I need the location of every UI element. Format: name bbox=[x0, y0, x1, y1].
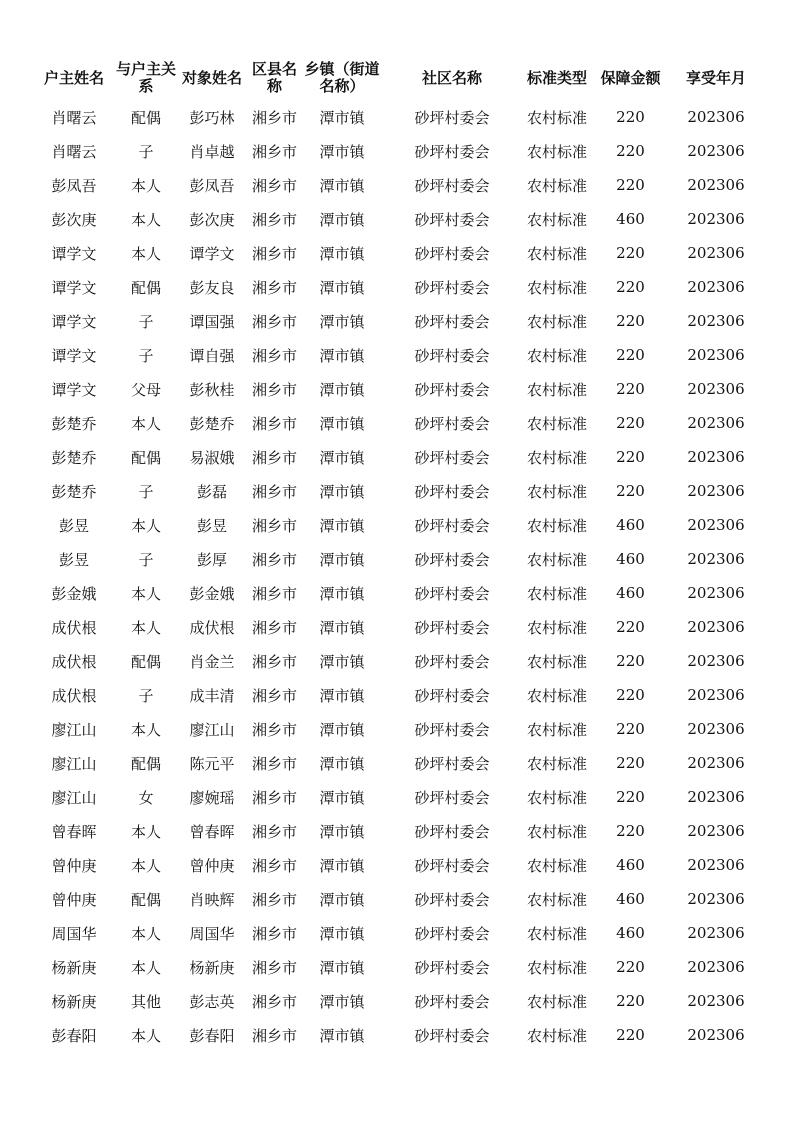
table-row bbox=[33, 202, 763, 236]
community-cell: 砂坪村委会 bbox=[414, 924, 490, 943]
month-cell: 202306 bbox=[687, 754, 745, 772]
standard-type-cell: 农村标准 bbox=[526, 890, 587, 909]
household-head-cell: 杨新庚 bbox=[51, 992, 97, 1011]
month-cell: 202306 bbox=[687, 108, 745, 126]
table-row bbox=[33, 474, 763, 508]
amount-cell: 220 bbox=[616, 448, 645, 466]
recipient-name-cell: 彭昱 bbox=[196, 516, 227, 535]
community-cell: 砂坪村委会 bbox=[414, 414, 490, 433]
month-cell: 202306 bbox=[687, 516, 745, 534]
header-standard-type: 标准类型 bbox=[526, 68, 587, 87]
township-cell: 潭市镇 bbox=[319, 618, 365, 637]
month-cell: 202306 bbox=[687, 856, 745, 874]
table-row bbox=[33, 916, 763, 950]
township-cell: 潭市镇 bbox=[319, 346, 365, 365]
township-cell: 潭市镇 bbox=[319, 550, 365, 569]
community-cell: 砂坪村委会 bbox=[414, 1026, 490, 1045]
table-row bbox=[33, 882, 763, 916]
township-cell: 潭市镇 bbox=[319, 992, 365, 1011]
township-cell: 潭市镇 bbox=[319, 652, 365, 671]
table-row bbox=[33, 746, 763, 780]
month-cell: 202306 bbox=[687, 958, 745, 976]
standard-type-cell: 农村标准 bbox=[526, 822, 587, 841]
recipient-name-cell: 彭楚乔 bbox=[189, 414, 235, 433]
household-head-cell: 廖江山 bbox=[51, 720, 97, 739]
standard-type-cell: 农村标准 bbox=[526, 958, 587, 977]
township-cell: 潭市镇 bbox=[319, 482, 365, 501]
household-head-cell: 彭凤吾 bbox=[51, 176, 97, 195]
month-cell: 202306 bbox=[687, 380, 745, 398]
county-cell: 湘乡市 bbox=[251, 108, 297, 127]
household-head-cell: 成伏根 bbox=[51, 652, 97, 671]
household-head-cell: 肖曙云 bbox=[51, 108, 97, 127]
county-cell: 湘乡市 bbox=[251, 652, 297, 671]
community-cell: 砂坪村委会 bbox=[414, 278, 490, 297]
community-cell: 砂坪村委会 bbox=[414, 686, 490, 705]
header-month: 享受年月 bbox=[685, 68, 746, 87]
amount-cell: 220 bbox=[616, 380, 645, 398]
table-row bbox=[33, 236, 763, 270]
county-cell: 湘乡市 bbox=[251, 244, 297, 263]
standard-type-cell: 农村标准 bbox=[526, 414, 587, 433]
household-head-cell: 廖江山 bbox=[51, 788, 97, 807]
recipient-name-cell: 易淑娥 bbox=[189, 448, 235, 467]
community-cell: 砂坪村委会 bbox=[414, 448, 490, 467]
county-cell: 湘乡市 bbox=[251, 584, 297, 603]
household-head-cell: 彭楚乔 bbox=[51, 448, 97, 467]
recipient-name-cell: 彭友良 bbox=[189, 278, 235, 297]
header-township: 乡镇（街道名称） bbox=[304, 60, 380, 95]
recipient-name-cell: 彭春阳 bbox=[189, 1026, 235, 1045]
recipient-name-cell: 彭志英 bbox=[189, 992, 235, 1011]
month-cell: 202306 bbox=[687, 1026, 745, 1044]
community-cell: 砂坪村委会 bbox=[414, 142, 490, 161]
recipient-name-cell: 肖金兰 bbox=[189, 652, 235, 671]
standard-type-cell: 农村标准 bbox=[526, 210, 587, 229]
amount-cell: 220 bbox=[616, 958, 645, 976]
relationship-cell: 配偶 bbox=[130, 890, 161, 909]
table-row bbox=[33, 610, 763, 644]
header-amount: 保障金额 bbox=[600, 68, 661, 87]
relationship-cell: 本人 bbox=[130, 856, 161, 875]
amount-cell: 220 bbox=[616, 788, 645, 806]
township-cell: 潭市镇 bbox=[319, 176, 365, 195]
community-cell: 砂坪村委会 bbox=[414, 584, 490, 603]
recipient-name-cell: 彭金娥 bbox=[189, 584, 235, 603]
county-cell: 湘乡市 bbox=[251, 550, 297, 569]
table-row bbox=[33, 440, 763, 474]
recipient-name-cell: 谭自强 bbox=[189, 346, 235, 365]
household-head-cell: 彭春阳 bbox=[51, 1026, 97, 1045]
relationship-cell: 配偶 bbox=[130, 448, 161, 467]
recipient-name-cell: 周国华 bbox=[189, 924, 235, 943]
amount-cell: 460 bbox=[616, 890, 645, 908]
community-cell: 砂坪村委会 bbox=[414, 754, 490, 773]
month-cell: 202306 bbox=[687, 176, 745, 194]
recipient-name-cell: 杨新庚 bbox=[189, 958, 235, 977]
amount-cell: 460 bbox=[616, 516, 645, 534]
county-cell: 湘乡市 bbox=[251, 414, 297, 433]
month-cell: 202306 bbox=[687, 686, 745, 704]
standard-type-cell: 农村标准 bbox=[526, 618, 587, 637]
county-cell: 湘乡市 bbox=[251, 176, 297, 195]
recipient-name-cell: 彭磊 bbox=[196, 482, 227, 501]
community-cell: 砂坪村委会 bbox=[414, 244, 490, 263]
relationship-cell: 子 bbox=[138, 550, 154, 569]
community-cell: 砂坪村委会 bbox=[414, 176, 490, 195]
standard-type-cell: 农村标准 bbox=[526, 312, 587, 331]
month-cell: 202306 bbox=[687, 414, 745, 432]
standard-type-cell: 农村标准 bbox=[526, 924, 587, 943]
header-row bbox=[33, 56, 763, 100]
standard-type-cell: 农村标准 bbox=[526, 754, 587, 773]
standard-type-cell: 农村标准 bbox=[526, 516, 587, 535]
household-head-cell: 彭次庚 bbox=[51, 210, 97, 229]
household-head-cell: 周国华 bbox=[51, 924, 97, 943]
month-cell: 202306 bbox=[687, 584, 745, 602]
month-cell: 202306 bbox=[687, 346, 745, 364]
household-head-cell: 谭学文 bbox=[51, 346, 97, 365]
amount-cell: 220 bbox=[616, 278, 645, 296]
household-head-cell: 彭金娥 bbox=[51, 584, 97, 603]
relationship-cell: 子 bbox=[138, 346, 154, 365]
county-cell: 湘乡市 bbox=[251, 516, 297, 535]
amount-cell: 220 bbox=[616, 244, 645, 262]
standard-type-cell: 农村标准 bbox=[526, 346, 587, 365]
county-cell: 湘乡市 bbox=[251, 958, 297, 977]
standard-type-cell: 农村标准 bbox=[526, 1026, 587, 1045]
header-county: 区县名称 bbox=[251, 60, 297, 95]
amount-cell: 220 bbox=[616, 652, 645, 670]
township-cell: 潭市镇 bbox=[319, 890, 365, 909]
community-cell: 砂坪村委会 bbox=[414, 992, 490, 1011]
recipient-name-cell: 肖卓越 bbox=[189, 142, 235, 161]
table-row bbox=[33, 168, 763, 202]
standard-type-cell: 农村标准 bbox=[526, 176, 587, 195]
table-header bbox=[33, 56, 763, 100]
county-cell: 湘乡市 bbox=[251, 924, 297, 943]
community-cell: 砂坪村委会 bbox=[414, 516, 490, 535]
community-cell: 砂坪村委会 bbox=[414, 822, 490, 841]
county-cell: 湘乡市 bbox=[251, 618, 297, 637]
township-cell: 潭市镇 bbox=[319, 414, 365, 433]
township-cell: 潭市镇 bbox=[319, 516, 365, 535]
community-cell: 砂坪村委会 bbox=[414, 346, 490, 365]
household-head-cell: 谭学文 bbox=[51, 380, 97, 399]
standard-type-cell: 农村标准 bbox=[526, 856, 587, 875]
amount-cell: 220 bbox=[616, 346, 645, 364]
county-cell: 湘乡市 bbox=[251, 788, 297, 807]
household-head-cell: 彭楚乔 bbox=[51, 414, 97, 433]
relationship-cell: 父母 bbox=[130, 380, 161, 399]
community-cell: 砂坪村委会 bbox=[414, 618, 490, 637]
recipient-name-cell: 廖婉瑶 bbox=[189, 788, 235, 807]
township-cell: 潭市镇 bbox=[319, 584, 365, 603]
standard-type-cell: 农村标准 bbox=[526, 992, 587, 1011]
table-row bbox=[33, 134, 763, 168]
relationship-cell: 本人 bbox=[130, 584, 161, 603]
household-head-cell: 曾仲庚 bbox=[51, 890, 97, 909]
amount-cell: 220 bbox=[616, 1026, 645, 1044]
recipient-table bbox=[33, 56, 763, 1052]
month-cell: 202306 bbox=[687, 890, 745, 908]
month-cell: 202306 bbox=[687, 550, 745, 568]
community-cell: 砂坪村委会 bbox=[414, 380, 490, 399]
county-cell: 湘乡市 bbox=[251, 754, 297, 773]
standard-type-cell: 农村标准 bbox=[526, 686, 587, 705]
relationship-cell: 本人 bbox=[130, 414, 161, 433]
township-cell: 潭市镇 bbox=[319, 278, 365, 297]
amount-cell: 460 bbox=[616, 856, 645, 874]
table-row bbox=[33, 814, 763, 848]
standard-type-cell: 农村标准 bbox=[526, 278, 587, 297]
township-cell: 潭市镇 bbox=[319, 380, 365, 399]
county-cell: 湘乡市 bbox=[251, 448, 297, 467]
amount-cell: 220 bbox=[616, 312, 645, 330]
community-cell: 砂坪村委会 bbox=[414, 312, 490, 331]
standard-type-cell: 农村标准 bbox=[526, 108, 587, 127]
relationship-cell: 子 bbox=[138, 142, 154, 161]
household-head-cell: 谭学文 bbox=[51, 312, 97, 331]
community-cell: 砂坪村委会 bbox=[414, 108, 490, 127]
standard-type-cell: 农村标准 bbox=[526, 142, 587, 161]
township-cell: 潭市镇 bbox=[319, 210, 365, 229]
recipient-name-cell: 曾仲庚 bbox=[189, 856, 235, 875]
relationship-cell: 本人 bbox=[130, 244, 161, 263]
recipient-name-cell: 谭国强 bbox=[189, 312, 235, 331]
household-head-cell: 肖曙云 bbox=[51, 142, 97, 161]
community-cell: 砂坪村委会 bbox=[414, 890, 490, 909]
standard-type-cell: 农村标准 bbox=[526, 652, 587, 671]
community-cell: 砂坪村委会 bbox=[414, 652, 490, 671]
amount-cell: 220 bbox=[616, 992, 645, 1010]
community-cell: 砂坪村委会 bbox=[414, 550, 490, 569]
community-cell: 砂坪村委会 bbox=[414, 788, 490, 807]
standard-type-cell: 农村标准 bbox=[526, 788, 587, 807]
recipient-name-cell: 彭厚 bbox=[196, 550, 227, 569]
township-cell: 潭市镇 bbox=[319, 958, 365, 977]
county-cell: 湘乡市 bbox=[251, 278, 297, 297]
household-head-cell: 成伏根 bbox=[51, 686, 97, 705]
amount-cell: 220 bbox=[616, 686, 645, 704]
amount-cell: 220 bbox=[616, 176, 645, 194]
relationship-cell: 本人 bbox=[130, 516, 161, 535]
county-cell: 湘乡市 bbox=[251, 482, 297, 501]
recipient-name-cell: 廖江山 bbox=[189, 720, 235, 739]
household-head-cell: 廖江山 bbox=[51, 754, 97, 773]
township-cell: 潭市镇 bbox=[319, 856, 365, 875]
household-head-cell: 杨新庚 bbox=[51, 958, 97, 977]
recipient-name-cell: 陈元平 bbox=[189, 754, 235, 773]
relationship-cell: 本人 bbox=[130, 618, 161, 637]
household-head-cell: 彭楚乔 bbox=[51, 482, 97, 501]
month-cell: 202306 bbox=[687, 618, 745, 636]
amount-cell: 220 bbox=[616, 142, 645, 160]
standard-type-cell: 农村标准 bbox=[526, 720, 587, 739]
recipient-name-cell: 彭次庚 bbox=[189, 210, 235, 229]
county-cell: 湘乡市 bbox=[251, 822, 297, 841]
table-row bbox=[33, 508, 763, 542]
county-cell: 湘乡市 bbox=[251, 856, 297, 875]
table-row bbox=[33, 678, 763, 712]
relationship-cell: 本人 bbox=[130, 210, 161, 229]
table-row bbox=[33, 712, 763, 746]
standard-type-cell: 农村标准 bbox=[526, 550, 587, 569]
amount-cell: 220 bbox=[616, 822, 645, 840]
township-cell: 潭市镇 bbox=[319, 754, 365, 773]
county-cell: 湘乡市 bbox=[251, 890, 297, 909]
month-cell: 202306 bbox=[687, 142, 745, 160]
standard-type-cell: 农村标准 bbox=[526, 584, 587, 603]
month-cell: 202306 bbox=[687, 312, 745, 330]
township-cell: 潭市镇 bbox=[319, 686, 365, 705]
month-cell: 202306 bbox=[687, 720, 745, 738]
table-row bbox=[33, 644, 763, 678]
community-cell: 砂坪村委会 bbox=[414, 958, 490, 977]
table-row bbox=[33, 984, 763, 1018]
household-head-cell: 谭学文 bbox=[51, 278, 97, 297]
county-cell: 湘乡市 bbox=[251, 210, 297, 229]
amount-cell: 220 bbox=[616, 414, 645, 432]
table-row bbox=[33, 576, 763, 610]
amount-cell: 220 bbox=[616, 720, 645, 738]
month-cell: 202306 bbox=[687, 210, 745, 228]
table-row bbox=[33, 304, 763, 338]
header-relationship: 与户主关系 bbox=[115, 60, 176, 95]
household-head-cell: 曾春晖 bbox=[51, 822, 97, 841]
header-recipient-name: 对象姓名 bbox=[181, 68, 242, 87]
recipient-name-cell: 肖映辉 bbox=[189, 890, 235, 909]
month-cell: 202306 bbox=[687, 924, 745, 942]
township-cell: 潭市镇 bbox=[319, 720, 365, 739]
month-cell: 202306 bbox=[687, 822, 745, 840]
month-cell: 202306 bbox=[687, 244, 745, 262]
household-head-cell: 彭昱 bbox=[58, 550, 89, 569]
county-cell: 湘乡市 bbox=[251, 1026, 297, 1045]
county-cell: 湘乡市 bbox=[251, 686, 297, 705]
amount-cell: 460 bbox=[616, 550, 645, 568]
amount-cell: 460 bbox=[616, 924, 645, 942]
standard-type-cell: 农村标准 bbox=[526, 380, 587, 399]
relationship-cell: 配偶 bbox=[130, 754, 161, 773]
relationship-cell: 子 bbox=[138, 686, 154, 705]
community-cell: 砂坪村委会 bbox=[414, 720, 490, 739]
amount-cell: 220 bbox=[616, 482, 645, 500]
table-row bbox=[33, 780, 763, 814]
relationship-cell: 本人 bbox=[130, 1026, 161, 1045]
month-cell: 202306 bbox=[687, 448, 745, 466]
month-cell: 202306 bbox=[687, 788, 745, 806]
relationship-cell: 女 bbox=[138, 788, 154, 807]
county-cell: 湘乡市 bbox=[251, 380, 297, 399]
township-cell: 潭市镇 bbox=[319, 924, 365, 943]
amount-cell: 220 bbox=[616, 108, 645, 126]
standard-type-cell: 农村标准 bbox=[526, 244, 587, 263]
county-cell: 湘乡市 bbox=[251, 346, 297, 365]
table-row bbox=[33, 1018, 763, 1052]
community-cell: 砂坪村委会 bbox=[414, 482, 490, 501]
recipient-name-cell: 彭秋桂 bbox=[189, 380, 235, 399]
relationship-cell: 子 bbox=[138, 312, 154, 331]
relationship-cell: 本人 bbox=[130, 176, 161, 195]
recipient-name-cell: 谭学文 bbox=[189, 244, 235, 263]
county-cell: 湘乡市 bbox=[251, 312, 297, 331]
township-cell: 潭市镇 bbox=[319, 142, 365, 161]
relationship-cell: 本人 bbox=[130, 958, 161, 977]
household-head-cell: 曾仲庚 bbox=[51, 856, 97, 875]
relationship-cell: 配偶 bbox=[130, 108, 161, 127]
relationship-cell: 配偶 bbox=[130, 278, 161, 297]
header-household-head-name: 户主姓名 bbox=[43, 68, 104, 87]
table-row bbox=[33, 542, 763, 576]
relationship-cell: 配偶 bbox=[130, 652, 161, 671]
table-row bbox=[33, 848, 763, 882]
county-cell: 湘乡市 bbox=[251, 720, 297, 739]
table-row bbox=[33, 372, 763, 406]
household-head-cell: 谭学文 bbox=[51, 244, 97, 263]
community-cell: 砂坪村委会 bbox=[414, 856, 490, 875]
table-row bbox=[33, 950, 763, 984]
table-row bbox=[33, 406, 763, 440]
relationship-cell: 其他 bbox=[130, 992, 161, 1011]
recipient-name-cell: 彭凤吾 bbox=[189, 176, 235, 195]
county-cell: 湘乡市 bbox=[251, 142, 297, 161]
relationship-cell: 本人 bbox=[130, 720, 161, 739]
township-cell: 潭市镇 bbox=[319, 1026, 365, 1045]
recipient-name-cell: 成丰清 bbox=[189, 686, 235, 705]
table-body bbox=[33, 100, 763, 1052]
amount-cell: 460 bbox=[616, 210, 645, 228]
relationship-cell: 本人 bbox=[130, 822, 161, 841]
table-row bbox=[33, 338, 763, 372]
recipient-name-cell: 彭巧林 bbox=[189, 108, 235, 127]
header-community: 社区名称 bbox=[421, 68, 482, 87]
table-row bbox=[33, 270, 763, 304]
township-cell: 潭市镇 bbox=[319, 244, 365, 263]
household-head-cell: 彭昱 bbox=[58, 516, 89, 535]
community-cell: 砂坪村委会 bbox=[414, 210, 490, 229]
township-cell: 潭市镇 bbox=[319, 448, 365, 467]
recipient-name-cell: 曾春晖 bbox=[189, 822, 235, 841]
recipient-name-cell: 成伏根 bbox=[189, 618, 235, 637]
relationship-cell: 本人 bbox=[130, 924, 161, 943]
county-cell: 湘乡市 bbox=[251, 992, 297, 1011]
standard-type-cell: 农村标准 bbox=[526, 448, 587, 467]
month-cell: 202306 bbox=[687, 992, 745, 1010]
township-cell: 潭市镇 bbox=[319, 108, 365, 127]
household-head-cell: 成伏根 bbox=[51, 618, 97, 637]
relationship-cell: 子 bbox=[138, 482, 154, 501]
table-row bbox=[33, 100, 763, 134]
amount-cell: 460 bbox=[616, 584, 645, 602]
month-cell: 202306 bbox=[687, 482, 745, 500]
month-cell: 202306 bbox=[687, 652, 745, 670]
township-cell: 潭市镇 bbox=[319, 822, 365, 841]
standard-type-cell: 农村标准 bbox=[526, 482, 587, 501]
township-cell: 潭市镇 bbox=[319, 788, 365, 807]
township-cell: 潭市镇 bbox=[319, 312, 365, 331]
amount-cell: 220 bbox=[616, 618, 645, 636]
month-cell: 202306 bbox=[687, 278, 745, 296]
amount-cell: 220 bbox=[616, 754, 645, 772]
